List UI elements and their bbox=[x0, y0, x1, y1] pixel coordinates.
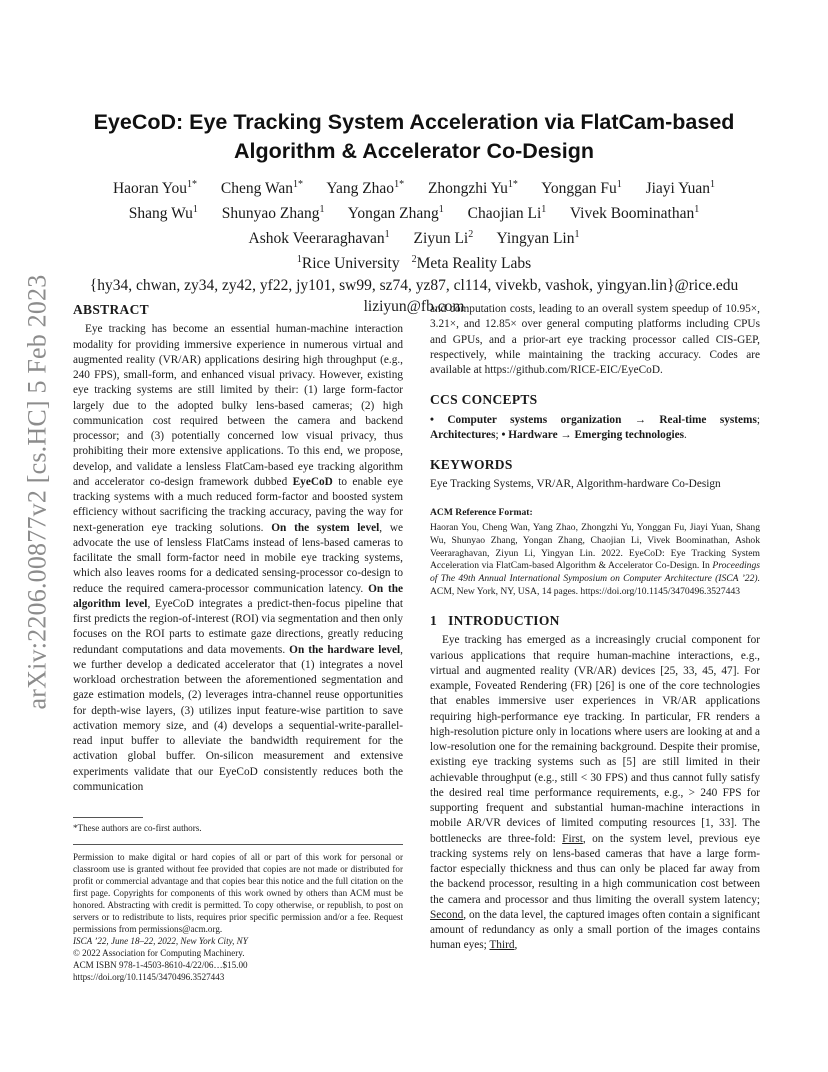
author-block bbox=[60, 174, 768, 317]
author: Vivek Boominathan bbox=[569, 205, 695, 223]
author-line-1: Haoran You$^{1*}$ Cheng Wan$^{1*}$ Yang Zhao$^{1*}$ Zhongzhi $Yu^{1*}$ Yonggan Fu$^1$ Jiayi Yuan$^1$ bbox=[112, 179, 716, 198]
author: Yang Zhao bbox=[326, 180, 395, 198]
title-line-1: EyeCoD: Eye Tracking System Acceleration via FlatCam-based bbox=[93, 110, 735, 134]
author: Yongan Zhang bbox=[347, 205, 439, 223]
ccs-concepts: • Computer systems organization → Real-time systems; Architectures; • Hardware → Emerging technologies. bbox=[430, 413, 760, 441]
footnote-rule bbox=[73, 817, 143, 818]
author: Ziyun Li bbox=[413, 230, 469, 248]
keywords-heading: KEYWORDS bbox=[430, 457, 513, 472]
doi-link[interactable]: https://doi.org/10.1145/3470496.3527443 bbox=[73, 972, 225, 982]
author: Haoran You bbox=[112, 180, 188, 198]
acm-ref-text: Haoran You, Cheng Wan, Yang Zhao, Zhongzhi Yu, Yonggan Fu, Jiayi Yuan, Shang Wu, Shunyao Zhang, Yongan Zhang, Chaojian Li, Vivek Boominathan, Ashok Veeraraghavan, Ziyun Li, Yingyan Lin. 2022. EyeCoD: Eye Tracking System Acceleration via FlatCam-based Algorithm & Accelerator Co-Design. In Proceedings of The 49th Annual International Symposium on Computer Architecture (ISCA ’22). ACM, New York, NY, USA, 14 pages. https://doi.org/10.1145/3470496.3527443 bbox=[430, 521, 760, 598]
left-column bbox=[73, 302, 403, 983]
author-line-3: Ashok Veeraraghavan$^1$ Ziyun Li$^2$ Yingyan Lin$^1$ bbox=[248, 229, 580, 248]
right-column bbox=[430, 302, 760, 954]
copyright: © 2022 Association for Computing Machinery. bbox=[73, 948, 245, 958]
acm-ref-heading: ACM Reference Format: bbox=[430, 506, 533, 518]
isbn: ACM ISBN 978-1-4503-8610-4/22/06…$15.00 bbox=[73, 960, 248, 970]
abstract-text: Eye tracking has become an essential human-machine interaction modality for providing immersive experience in numerous virtual and augmented reality (VR/AR) applications desiring high throughput (e.g., 240 FPS), small-form, and enhanced visual privacy. However, existing eye tracking systems are still limited by their: (1) large form-factor largely due to the adopted bulky lens-based cameras; (2) high communication cost required between the camera and backend processor; and (3) potentially concerned low visual privacy, thus prohibiting their more extensive applications. To this end, we propose, develop, and validate a lensless FlatCam-based eye tracking algorithm and accelerator co-design framework dubbed EyeCoD to enable eye tracking systems with a much reduced form-factor and boosted system efficiency without sacrificing the tracking accuracy, paving the way for next-generation eye tracking solutions. On the system level, we advocate the use of lensless FlatCams instead of lens-based cameras to facilitate the small form-factor need in mobile eye tracking systems, which also leaves rooms for a dedicated sensing-processor co-design to reduce the required camera-processor communication latency. On the algorithm level, EyeCoD integrates a predict-then-focus pipeline that first predicts the region-of-interest (ROI) via segmentation and then only focuses on the ROI parts to estimate gaze directions, greatly reducing redundant computations and data movements. On the hardware level, we further develop a dedicated accelerator that (1) integrates a novel workload orchestration between the aforementioned segmentation and gaze estimation models, (2) leverages intra-channel reuse opportunities for depth-wise layers, (3) utilizes input feature-wise partition to save activation memory size, and (4) develops a sequential-write-parallel-read input buffer to alleviate the bandwidth requirement for the activation global buffer. On-silicon measurement and extensive experiments validate that our EyeCoD consistently reduces both the communication bbox=[73, 323, 404, 793]
permission-rule bbox=[73, 844, 403, 845]
intro-text: Eye tracking has emerged as a increasingly crucial component for various applications that require human-machine interactions, e.g., virtual and augmented reality (VR/AR) devices [25, 33, 45, 47]. For example, Foveated Rendering (FR) [26] is one of the core technologies that enables immersive user experiences in VR/AR applications requiring high-performance eye tracking. In particular, FR renders a high-resolution picture only in locations where users are looking at and a low-resolution one for the remaining background. Despite their promise, existing eye tracking systems such as [5] are still limited in their achievable throughput (e.g., still < 30 FPS) and thus cannot fully satisfy the desired real time performance requirements, e.g., > 240 FPS for supporting frequent and substantial human-machine interactions in mobile AR/VR devices of limited computing resources [1, 33]. The bottlenecks are three-fold: First, on the system level, previous eye tracking systems rely on lens-based cameras that have a large form-factor especially thickness and thus can only be placed far away from the backend processor, resulting in a high communication cost between the camera and processor and thus limiting the overall system latency; Second, on the data level, the captured images often contain a significant amount of redundancy as only a small portion of the images contains human eyes; Third, bbox=[430, 634, 761, 952]
author: Cheng Wan bbox=[220, 180, 293, 198]
abstract-continued: and computation costs, leading to an overall system speedup of 10.95×, 3.21×, and 12.85× over general computing platforms including CPUs and GPUs, and a prior-art eye tracking processor called CIS-GEP, respectively, while maintaining the tracking accuracy. Codes are available at https://github.com/RICE-EIC/EyeCoD. bbox=[430, 303, 760, 376]
footnote: *These authors are co-first authors. bbox=[73, 823, 202, 833]
title-line-2: Algorithm & Accelerator Co-Design bbox=[234, 139, 594, 163]
author: Shunyao Zhang bbox=[221, 205, 320, 223]
paper-title bbox=[60, 108, 768, 166]
arxiv-stamp: arXiv:2206.00877v2 [cs.HC] 5 Feb 2023 bbox=[22, 274, 52, 710]
author: Yingyan Lin bbox=[496, 230, 575, 248]
affiliations: $^1$Rice University $^2$Meta Reality Labs bbox=[296, 254, 532, 273]
abstract-heading: ABSTRACT bbox=[73, 302, 149, 317]
permission-notice: Permission to make digital or hard copies of all or part of this work for personal or classroom use is granted without fee provided that copies are not made or distributed for profit or commercial advantage and that copies bear this notice and the full citation on the first page. Copyrights for components of this work owned by others than ACM must be honored. Abstracting with credit is permitted. To copy otherwise, or republish, to post on servers or to redistribute to lists, requires prior specific permission and/or a fee. Request permissions from permissions@acm.org. bbox=[73, 852, 403, 934]
author-line-2: Shang Wu$^1$ Shunyao Zhang$^1$ Yongan Zhang$^1$ Chaojian Li$^1$ Vivek Boominathan$^1$ bbox=[128, 204, 700, 223]
author: Chaojian Li bbox=[467, 205, 542, 223]
ccs-heading: CCS CONCEPTS bbox=[430, 392, 538, 408]
author: Shang Wu bbox=[128, 205, 193, 223]
author: Yonggan Fu bbox=[541, 180, 617, 198]
venue: ISCA ’22, June 18–22, 2022, New York City, NY bbox=[73, 936, 248, 946]
author: Zhongzhi Yu bbox=[427, 180, 508, 198]
intro-heading: 1 INTRODUCTION bbox=[430, 613, 560, 629]
author: Jiayi Yuan bbox=[645, 180, 711, 198]
author: Ashok Veeraraghavan bbox=[248, 230, 385, 248]
author-email-2: liziyun@fb.com bbox=[363, 297, 465, 315]
keywords-text: Eye Tracking Systems, VR/AR, Algorithm-hardware Co-Design bbox=[430, 478, 721, 491]
author-emails: {hy34, chwan, zy34, zy42, yf22, jy101, sw99, sz74, yz87, cl114, vivekb, vashok, yingyan.lin}@rice.edu bbox=[89, 276, 739, 294]
